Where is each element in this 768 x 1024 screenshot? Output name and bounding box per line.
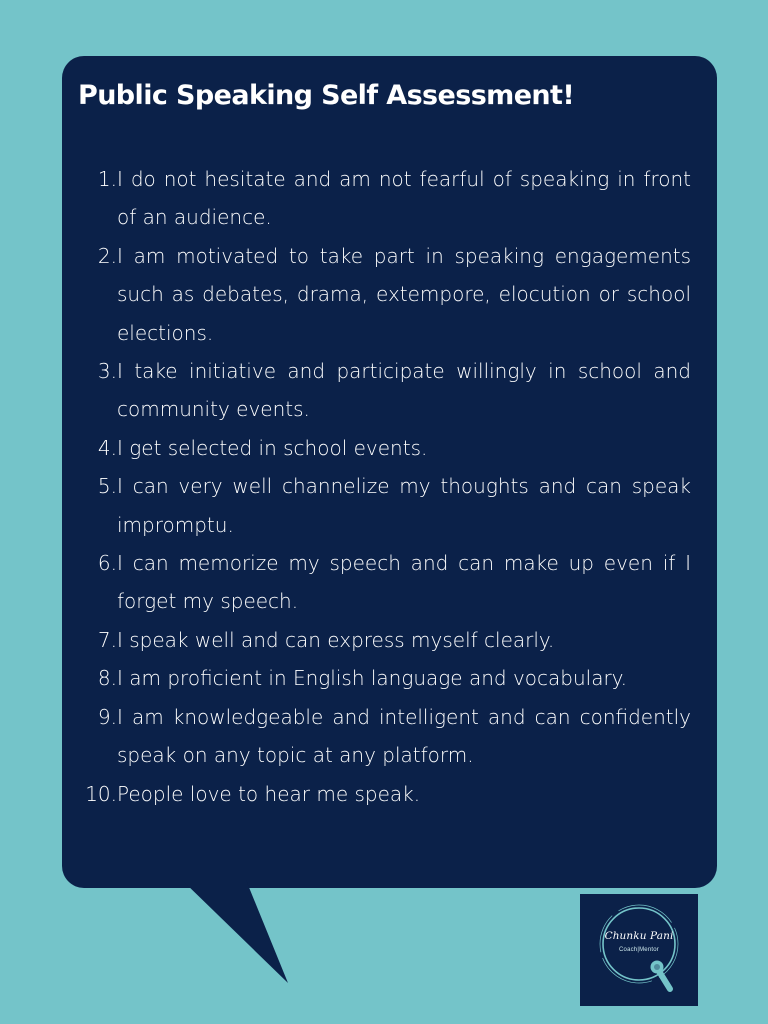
item-text: I am proficient in English language and vocabulary.	[117, 666, 628, 691]
list-item	[78, 429, 691, 467]
list-item	[78, 775, 691, 813]
list-item	[78, 352, 691, 429]
list-item	[78, 544, 691, 621]
item-text: I can memorize my speech and can make up even if I forget my speech.	[117, 551, 691, 614]
logo-subtitle: Coach|Mentor	[619, 947, 659, 953]
item-number: 2.	[97, 243, 117, 268]
item-number: 7.	[97, 627, 117, 652]
page-title: Public Speaking Self Assessment!	[78, 80, 575, 111]
item-number: 5.	[97, 474, 117, 499]
item-text: I get selected in school events.	[117, 435, 428, 460]
list-item	[78, 467, 691, 544]
item-text: I do not hesitate and am not fearful of speaking in front of an audience.	[117, 167, 691, 230]
item-number: 4.	[97, 435, 117, 460]
item-number: 6.	[97, 551, 117, 576]
list-item	[78, 659, 691, 697]
brand-logo	[580, 894, 698, 1006]
item-number: 9.	[97, 704, 117, 729]
item-text: I can very well channelize my thoughts and can speak impromptu.	[117, 474, 691, 537]
item-text: I am knowledgeable and intelligent and can confidently speak on any topic at any platform.	[117, 704, 691, 768]
list-item	[78, 621, 691, 659]
item-number: 1.	[97, 167, 117, 191]
list-item	[78, 160, 691, 237]
list-item	[78, 698, 691, 775]
item-number: 3.	[97, 359, 117, 384]
item-text: I take initiative and participate willingly in school and community events.	[117, 359, 691, 422]
microphone-icon	[651, 961, 671, 990]
item-number: 8.	[97, 666, 117, 691]
item-text: I am motivated to take part in speaking engagements such as debates, drama, extempore, elocution or school elections.	[117, 243, 691, 345]
item-text: I speak well and can express myself clearly.	[117, 627, 555, 652]
item-text: People love to hear me speak.	[117, 781, 421, 806]
assessment-list	[78, 160, 691, 813]
list-item	[78, 237, 691, 352]
item-number: 10.	[85, 781, 117, 806]
logo-name: Chunku Pani	[604, 930, 674, 942]
